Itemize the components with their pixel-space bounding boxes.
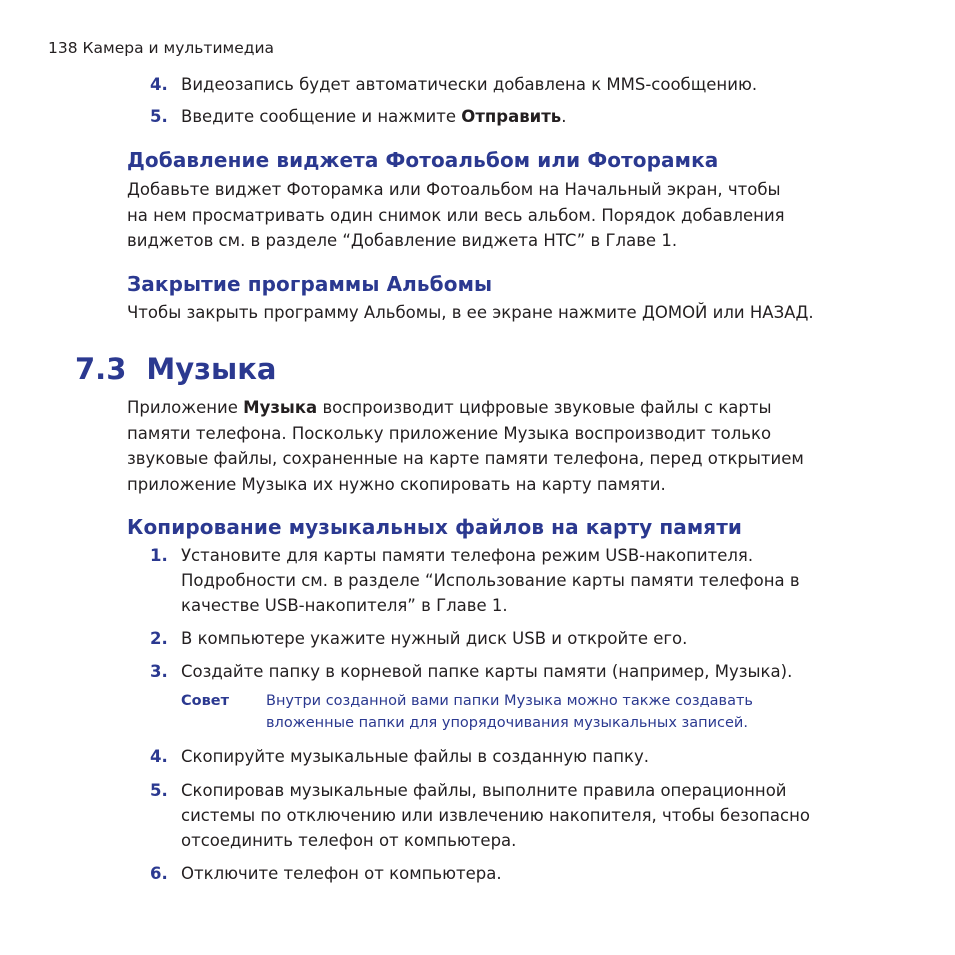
text-line: приложение Музыка их нужно скопировать на карту памяти. [127,474,666,494]
text-line: Установите для карты памяти телефона режим USB-накопителя. [181,546,754,565]
text-line: отсоединить телефон от компьютера. [181,831,517,850]
ui-term-send: Отправить [461,107,562,126]
step-text [181,659,792,684]
text-line: В компьютере укажите нужный диск USB и откройте его. [181,629,688,648]
text-line: звуковые файлы, сохраненные на карте памяти телефона, перед открытием [127,449,804,468]
step-text [181,744,649,769]
step-text [181,861,502,886]
text-line: Создайте папку в корневой папке карты памяти (например, Музыка). [181,662,793,681]
chapter-title: Музыка [146,352,277,386]
text-line: Скопируйте музыкальные файлы в созданную папку. [181,747,649,766]
paragraph-close [127,300,814,326]
text-line: Отключите телефон от компьютера. [181,864,502,883]
step-number: 2. [150,629,168,648]
text-part: Приложение [127,398,244,417]
step-number: 5. [150,107,168,126]
section-heading-copy: Копирование музыкальных файлов на карту памяти [127,515,743,539]
text-line: качестве USB-накопителя” в Главе 1. [181,596,508,615]
text-line: Скопировав музыкальные файлы, выполните правила операционной [181,781,787,800]
text-part: воспроизводит цифровые звуковые файлы с карты [317,398,772,417]
text-line: Добавьте виджет Фоторамка или Фотоальбом на Начальный экран, чтобы [127,180,781,199]
chapter-heading [75,352,276,386]
step-number: 4. [150,747,168,766]
step-text-part: . [561,107,567,126]
paragraph-widget [127,177,785,254]
paragraph-intro [127,395,804,497]
step-number: 5. [150,781,168,800]
step-text [181,626,687,651]
section-heading-close: Закрытие программы Альбомы [127,272,493,296]
text-line: Внутри созданной вами папки Музыка можно также создавать [266,693,753,709]
step-text-part: Введите сообщение и нажмите [181,107,462,126]
step-text: Видеозапись будет автоматически добавлена к MMS-сообщению. [181,75,758,94]
step-number: 4. [150,75,168,94]
step-number: 6. [150,864,168,883]
running-head: 138 Камера и мультимедиа [48,39,275,57]
text-line: вложенные папки для упорядочивания музыкальных записей. [266,715,748,731]
text-line: системы по отключению или извлечению накопителя, чтобы безопасно [181,806,810,825]
step-text [181,104,566,129]
tip-text [266,690,753,734]
text-line [127,395,804,421]
text-line: Подробности см. в разделе “Использование карты памяти телефона в [181,571,800,590]
chapter-number: 7.3 [75,352,127,386]
text-line: памяти телефона. Поскольку приложение Музыка воспроизводит только [127,423,772,443]
tip-label: Совет [181,693,230,709]
step-text [181,543,800,618]
ui-term-music: Музыка [243,398,318,417]
text-line: на нем просматривать один снимок или весь альбом. Порядок добавления [127,205,785,225]
text-line: виджетов см. в разделе “Добавление виджета HTC” в Главе 1. [127,231,678,250]
section-heading-widget: Добавление виджета Фотоальбом или Фоторамка [127,148,719,172]
step-number: 1. [150,546,168,565]
step-text [181,778,810,853]
text-line: Чтобы закрыть программу Альбомы, в ее экране нажмите ДОМОЙ или НАЗАД. [127,303,814,322]
step-number: 3. [150,662,168,681]
